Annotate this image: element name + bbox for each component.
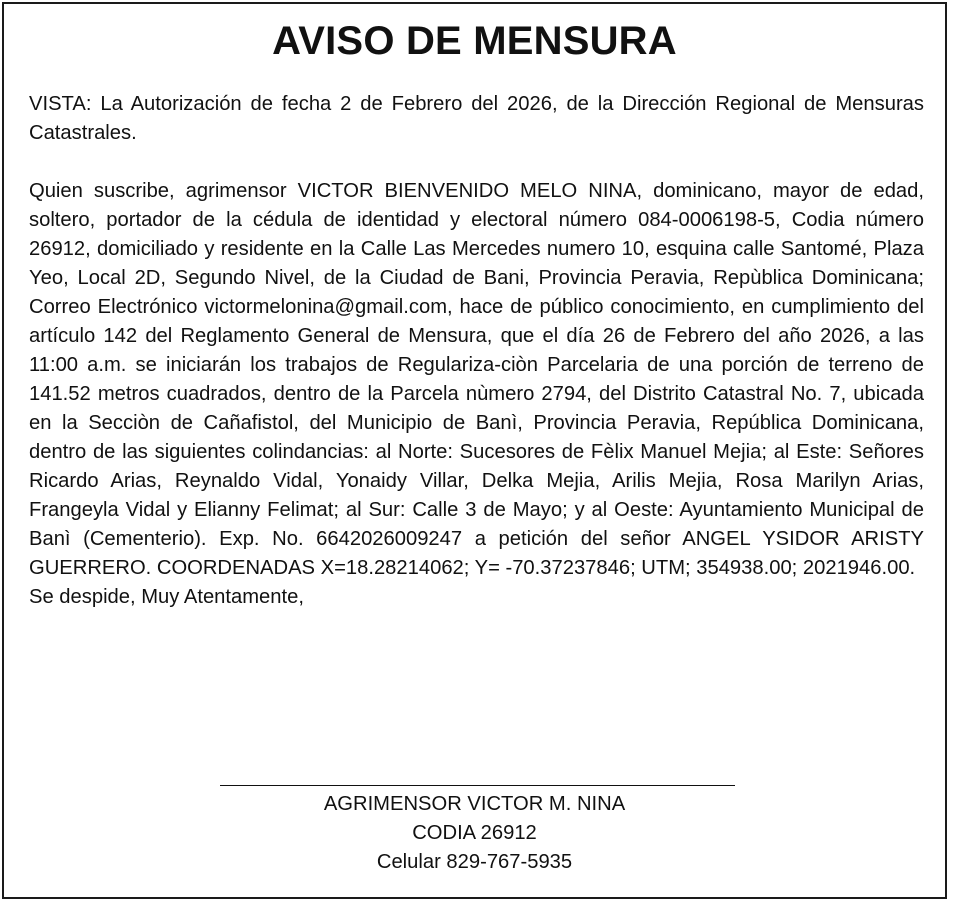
notice-document	[2, 2, 947, 899]
notice-title: AVISO DE MENSURA	[272, 19, 677, 63]
signer-codia: CODIA 26912	[412, 822, 537, 844]
notice-body	[29, 90, 924, 612]
signature-line	[220, 785, 735, 786]
signature-block	[4, 790, 945, 877]
signer-name: AGRIMENSOR VICTOR M. NINA	[323, 793, 626, 815]
closing-line: Se despide, Muy Atentamente,	[29, 586, 304, 608]
vista-paragraph: VISTA: La Autorización de fecha 2 de Febrero del 2026, de la Dirección Regional de Mensuras Catastrales.	[29, 93, 924, 144]
paragraph-gap	[29, 148, 924, 177]
main-paragraph: Quien suscribe, agrimensor VICTOR BIENVENIDO MELO NINA, dominicano, mayor de edad, soltero, portador de la cédula de identidad y electoral número 084-0006198-5, Codia número 26912, domiciliado y residente en la Calle Las Mercedes numero 10, esquina calle Santomé, Plaza Yeo, Local 2D, Segundo Nivel, de la Ciudad de Bani, Provincia Peravia, Repùblica Dominicana; Correo Electrónico victormelonina@gmail.com, hace de público conocimiento, en cumplimiento del artículo 142 del Reglamento General de Mensura, que el día 26 de Febrero del año 2026, a las 11:00 a.m. se iniciarán los trabajos de Regulariza-ciòn Parcelaria de una porción de terreno de 141.52 metros cuadrados, dentro de la Parcela nùmero 2794, del Distrito Catastral No. 7, ubicada en la Secciòn de Cañafistol, del Municipio de Banì, Provincia Peravia, República Dominicana, dentro de las siguientes colindancias: al Norte: Sucesores de Fèlix Manuel Mejia; al Este: Señores Ricardo Arias, Reynaldo Vidal, Yonaidy Villar, Delka Mejia, Arilis Mejia, Rosa Marilyn Arias, Frangeyla Vidal y Elianny Felimat; al Sur: Calle 3 de Mayo; y al Oeste: Ayuntamiento Municipal de Banì (Cementerio). Exp. No. 6642026009247 a petición del señor ANGEL YSIDOR ARISTY GUERRERO. COORDENADAS X=18.28214062; Y= -70.37237846; UTM; 354938.00; 2021946.00.	[29, 180, 924, 579]
signer-phone: Celular 829-767-5935	[376, 851, 573, 873]
